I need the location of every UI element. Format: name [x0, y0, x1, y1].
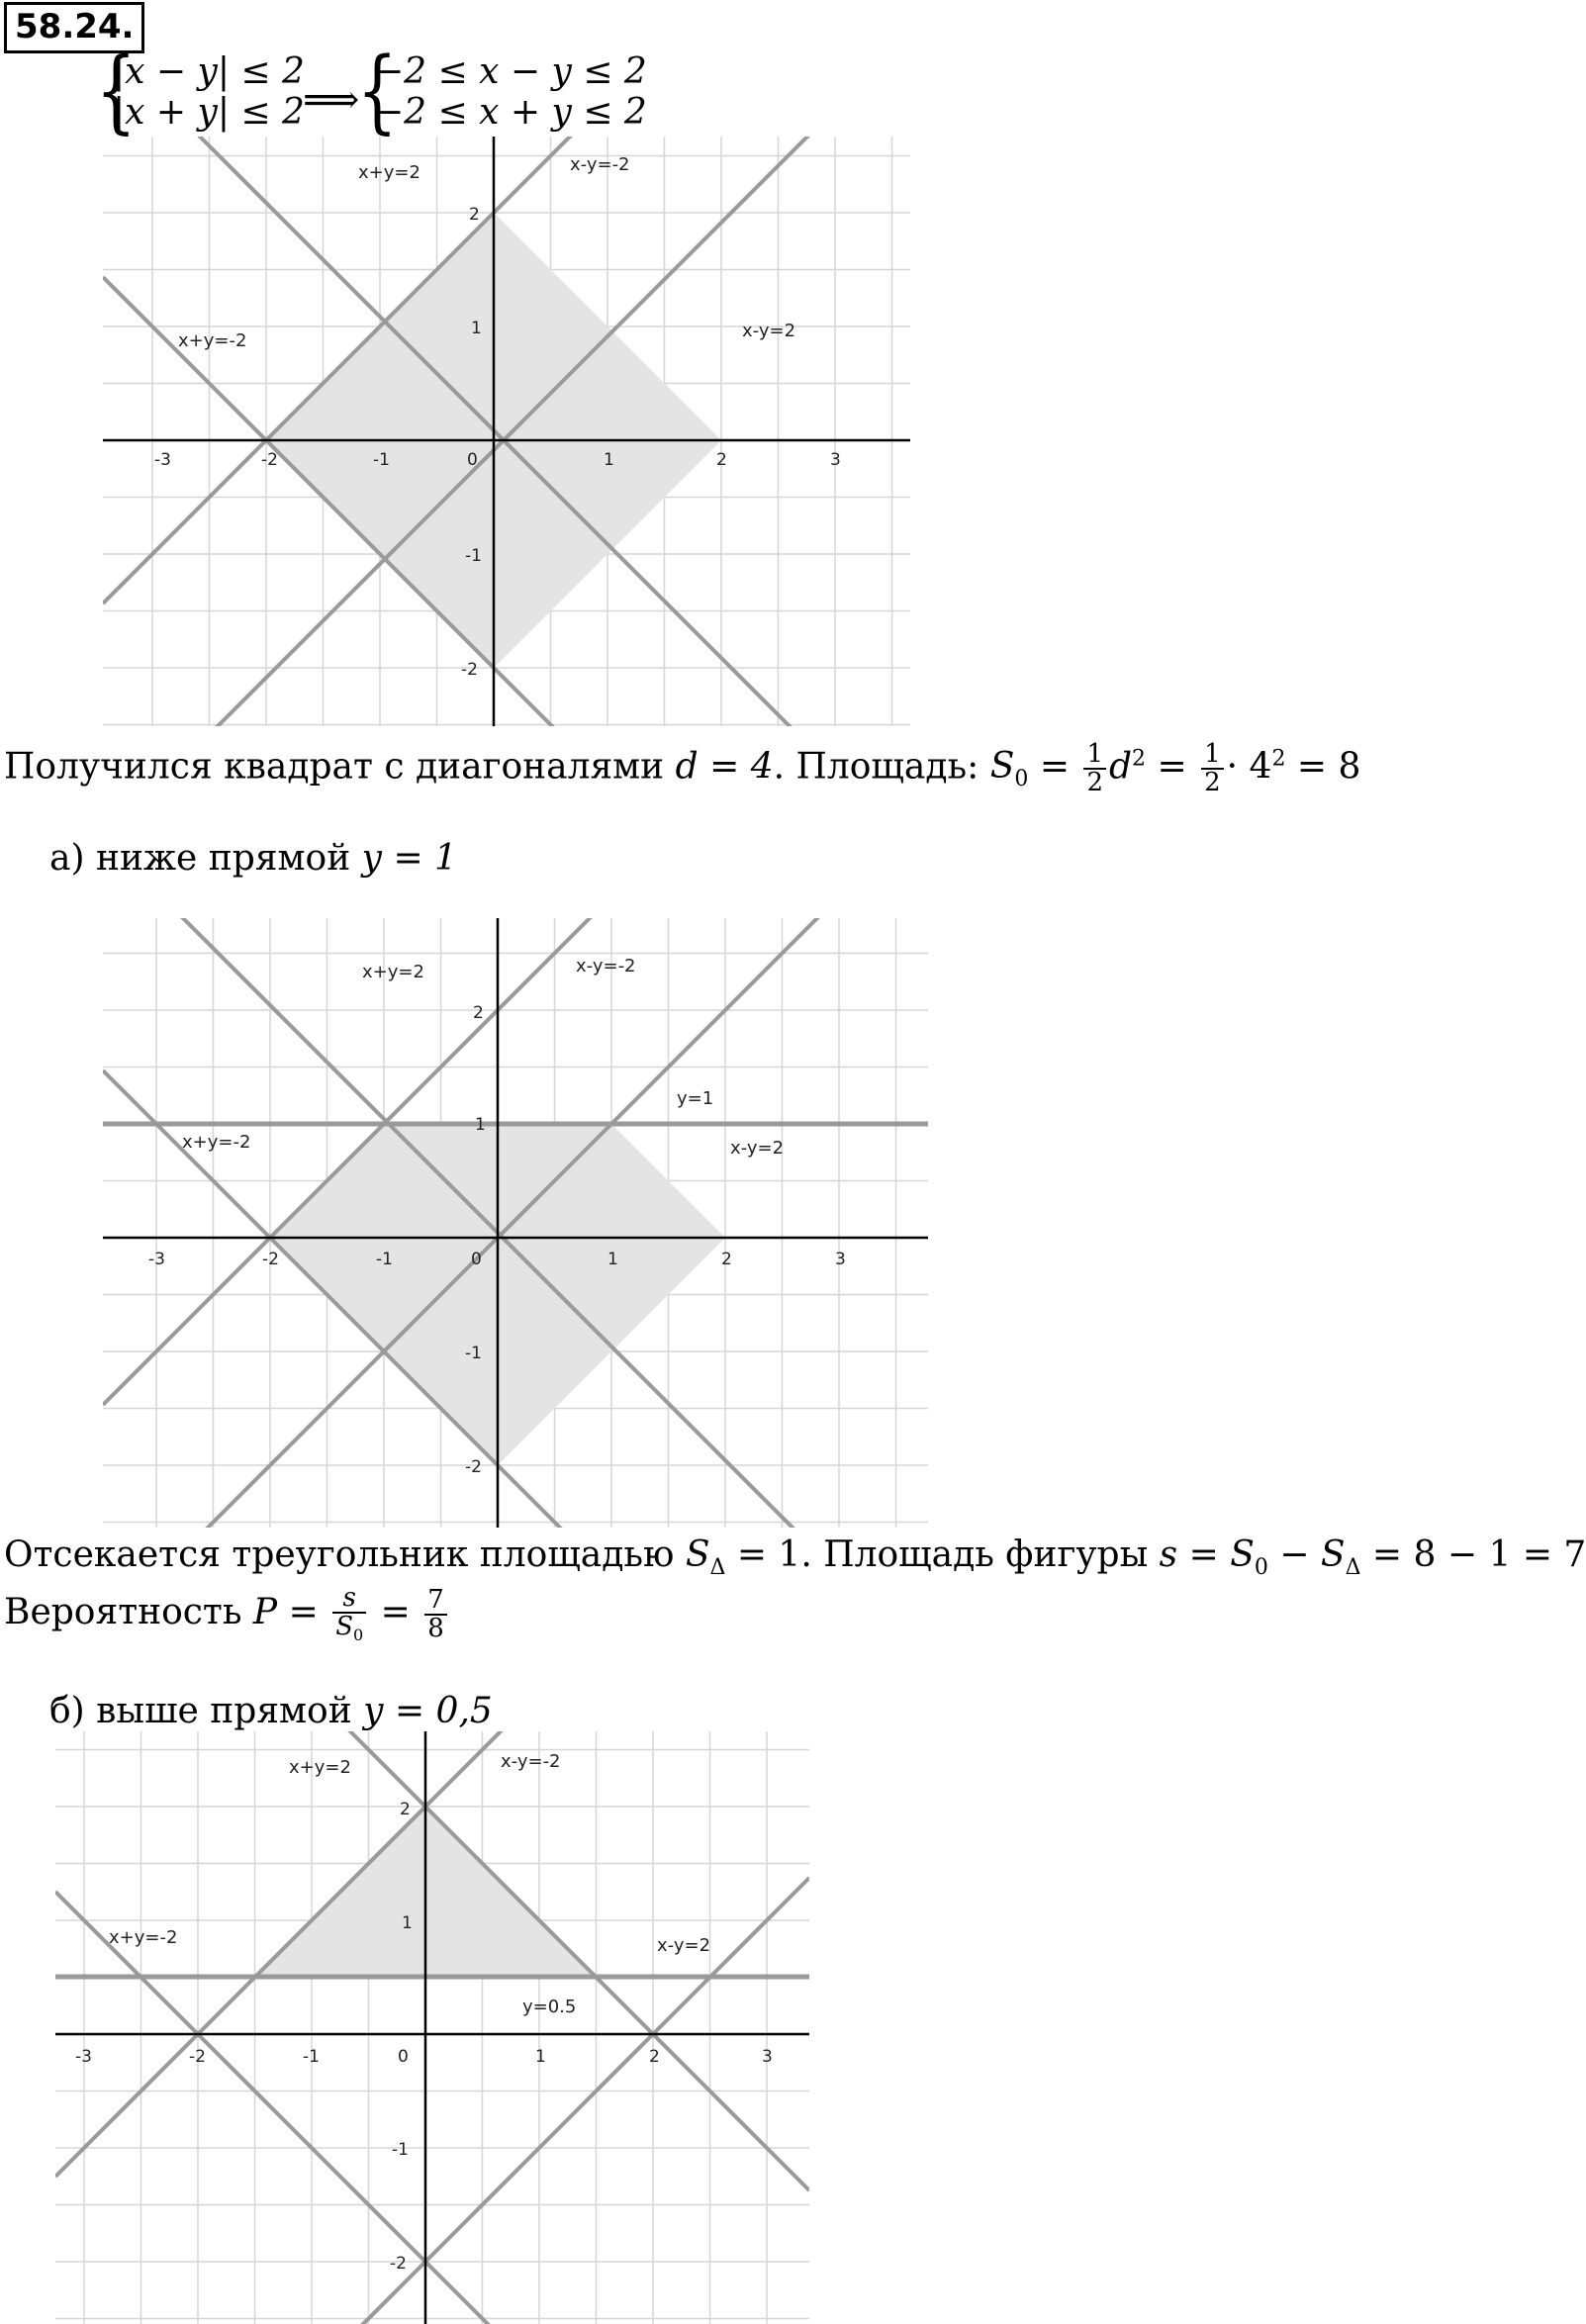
part-b-heading-math: y = 0,5 [363, 1691, 493, 1731]
graph-below-y1 [103, 918, 928, 1528]
graph2-ytick: 2 [473, 1003, 484, 1023]
fraction-7-8 [424, 1584, 447, 1644]
graph-square [103, 137, 910, 726]
graph3-ytick: -2 [390, 2254, 407, 2274]
equals-sign: = [1039, 746, 1070, 788]
graph3-label: x+y=-2 [109, 1927, 178, 1948]
graph1-xtick: -2 [261, 450, 278, 470]
s0-subscript: 0 [1014, 767, 1029, 792]
fraction-numerator: s [332, 1585, 366, 1614]
graph1-xtick: -1 [373, 450, 390, 470]
square-exponent: 2 [1132, 746, 1147, 772]
fraction-denominator: 2 [1086, 768, 1103, 798]
system-left-eq2: |x + y| ≤ 2 [113, 92, 305, 134]
graph1-xtick: -3 [154, 450, 171, 470]
graph1-label: x+y=2 [358, 162, 420, 183]
figure-area-label: . Площадь фигуры [800, 1534, 1160, 1575]
graph3-xtick: -1 [303, 2047, 320, 2067]
graph1-ytick: -2 [461, 660, 478, 680]
graph3-xtick: 2 [649, 2047, 660, 2067]
graph2-label: x+y=2 [362, 962, 424, 982]
s-delta-subscript: Δ [709, 1555, 726, 1581]
graph3-ytick: -1 [392, 2140, 409, 2160]
part-a-heading-text: а) ниже прямой [49, 838, 362, 879]
system-right [374, 51, 647, 134]
graph2-xtick: -1 [376, 1250, 393, 1269]
graph1-xtick: 1 [604, 450, 614, 470]
system-right-eq2: −2 ≤ x + y ≤ 2 [374, 92, 647, 134]
graph2-label: x-y=2 [730, 1138, 785, 1159]
s0-subscript: 0 [353, 1626, 364, 1645]
equals-sign: = [1157, 746, 1187, 788]
probability-label: Вероятность [4, 1592, 253, 1633]
problem-number: 58.24. [4, 2, 144, 53]
p-symbol: P = [252, 1592, 319, 1633]
graph3-xtick: 0 [398, 2047, 409, 2067]
graph1-ytick: -1 [465, 546, 482, 566]
fraction-denominator: S [335, 1612, 354, 1642]
right-brace: { [356, 38, 398, 143]
graph2-xtick: -3 [148, 1250, 165, 1269]
graph1-label: x+y=-2 [178, 330, 247, 351]
graph2-xtick: 0 [471, 1250, 482, 1269]
figure-area-result: = 8 − 1 = 7 [1360, 1534, 1586, 1575]
d-symbol: d [1109, 746, 1133, 788]
part-a-cut-text: Отсекается треугольник площадью [4, 1534, 686, 1575]
fraction-denominator: 2 [1204, 768, 1221, 798]
graph3-ytick: 2 [400, 1800, 411, 1819]
dot-four: · 4 [1226, 746, 1272, 788]
part-a-probability-line [4, 1585, 450, 1644]
graph1-ytick: 2 [469, 205, 480, 225]
graph1-xtick: 2 [716, 450, 727, 470]
equals-sign: = [380, 1592, 411, 1633]
graph3-xtick: 3 [762, 2047, 773, 2067]
square-exponent: 2 [1271, 746, 1286, 772]
graph2-label: x+y=-2 [182, 1132, 251, 1153]
s-delta-symbol: S [685, 1534, 710, 1575]
area-label: . Площадь: [773, 746, 990, 788]
system-left-eq1: |x − y| ≤ 2 [113, 51, 305, 92]
graph1-label: x-y=2 [742, 321, 796, 341]
fraction-numerator: 7 [424, 1587, 447, 1616]
s0-subscript: 0 [1254, 1555, 1268, 1581]
graph2-line-x-minus-y-2 [103, 807, 928, 1632]
graph3-xtick: -3 [75, 2047, 92, 2067]
graph1-line-x-plus-y-2 [103, 40, 910, 847]
graph3-label: x-y=2 [657, 1935, 711, 1956]
graph2-ytick: -1 [465, 1344, 482, 1363]
graph3-grid [28, 1693, 810, 2324]
fraction-half [1083, 741, 1106, 797]
system-left [113, 51, 305, 134]
s0-symbol: S [989, 746, 1015, 788]
left-brace: { [95, 38, 137, 143]
graph1-xtick: 0 [467, 450, 478, 470]
minus-s-delta: − S [1267, 1534, 1346, 1575]
graph2-label: y=1 [677, 1088, 714, 1109]
part-a-area-line [4, 1534, 1586, 1581]
graph2-xtick: -2 [262, 1250, 279, 1269]
diagonal-value: d = 4 [675, 746, 774, 788]
graph2-xtick: 3 [835, 1250, 846, 1269]
figure-area-eq: s = S [1159, 1534, 1255, 1575]
graph2-ytick: 1 [475, 1115, 486, 1135]
graph1-label: x-y=-2 [570, 154, 630, 175]
graph3-xtick: 1 [535, 2047, 546, 2067]
graph-above-y05 [55, 1731, 809, 2324]
graph2-xtick: 1 [607, 1250, 618, 1269]
part-a-heading-math: y = 1 [361, 838, 457, 879]
graph3-label: y=0.5 [522, 1997, 577, 2017]
triangle-area-value: = 1 [725, 1534, 801, 1575]
graph2-label: x-y=-2 [576, 956, 636, 976]
graph2-ytick: -2 [465, 1457, 482, 1477]
area-result: = 8 [1296, 746, 1361, 788]
square-area-prefix: Получился квадрат с диагоналями [4, 746, 676, 788]
fraction-half [1201, 741, 1224, 797]
graph3-label: x+y=2 [289, 1757, 351, 1778]
part-b-heading-text: б) выше прямой [49, 1691, 364, 1731]
system-right-eq1: −2 ≤ x − y ≤ 2 [374, 51, 647, 92]
s-delta-subscript: Δ [1345, 1555, 1361, 1581]
graph1-line-x-minus-y-neg2 [103, 34, 910, 841]
graph3-xtick: -2 [189, 2047, 206, 2067]
graph2-xtick: 2 [721, 1250, 732, 1269]
square-area-line [4, 741, 1360, 797]
part-a-heading [49, 838, 457, 879]
fraction-numerator: 1 [1083, 741, 1106, 770]
graph3-label: x-y=-2 [501, 1751, 561, 1772]
part-b-heading [49, 1691, 493, 1731]
graph1-xtick: 3 [830, 450, 841, 470]
fraction-denominator: 8 [427, 1614, 444, 1644]
graph1-ytick: 1 [471, 319, 482, 338]
fraction-s-over-s0 [332, 1585, 366, 1644]
fraction-numerator: 1 [1201, 741, 1224, 770]
implies-arrow: ⟹ [303, 77, 360, 123]
graph3-ytick: 1 [402, 1913, 413, 1933]
